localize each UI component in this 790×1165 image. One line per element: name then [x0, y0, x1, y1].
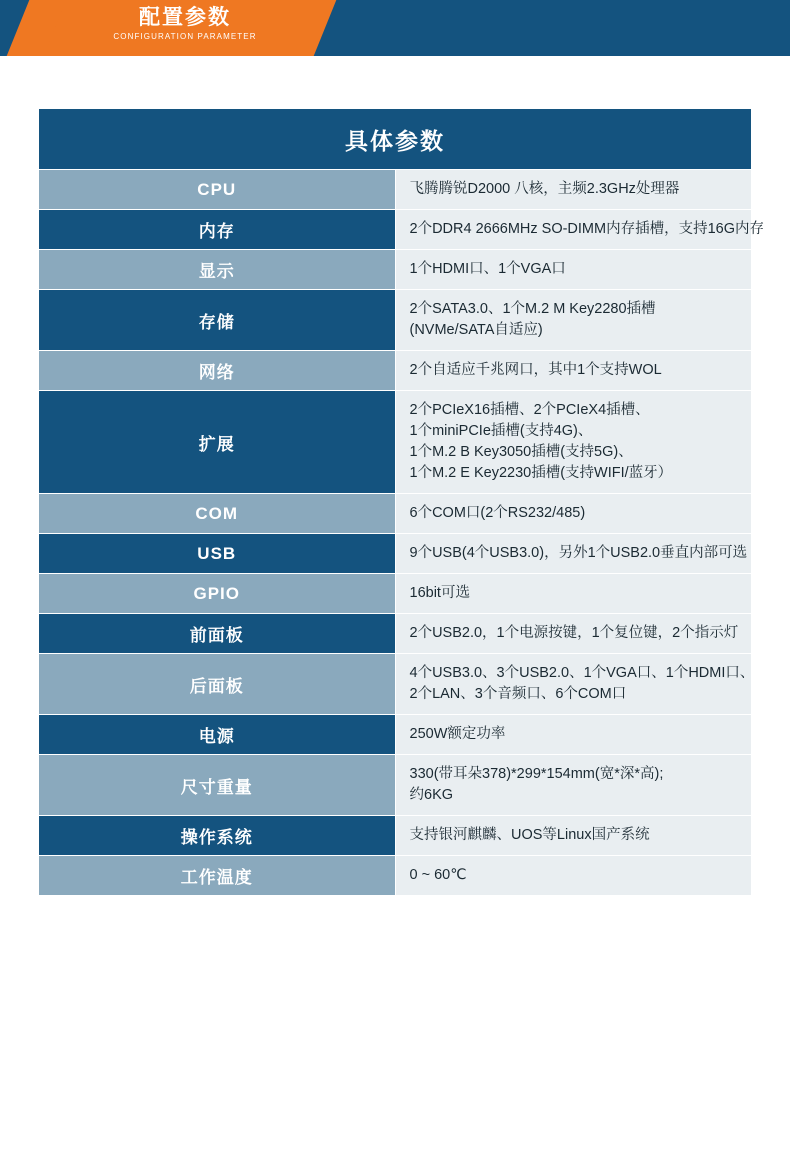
- spec-label-cell: 显示: [39, 250, 396, 290]
- spec-value-cell: [395, 856, 752, 896]
- banner-title-en: CONFIGURATION PARAMETER: [113, 32, 257, 41]
- spec-label-cell: GPIO: [39, 574, 396, 614]
- spec-label-cell: 内存: [39, 210, 396, 250]
- table-row: [39, 856, 752, 896]
- spec-label-cell: USB: [39, 534, 396, 574]
- spec-value-cell: [395, 715, 752, 755]
- spec-value-line: 支持银河麒麟、UOS等Linux国产系统: [409, 827, 650, 843]
- table-row: [39, 494, 752, 534]
- table-row: [39, 816, 752, 856]
- spec-value-line: 1个miniPCIe插槽(支持4G)、: [409, 423, 593, 439]
- spec-value-line: 330(带耳朵378)*299*154mm(宽*深*高);: [409, 766, 664, 782]
- spec-value-line: 1个HDMI口、1个VGA口: [409, 261, 566, 277]
- spec-label-cell: COM: [39, 494, 396, 534]
- spec-table-wrapper: [38, 108, 764, 896]
- spec-value-line: 1个M.2 B Key3050插槽(支持5G)、: [409, 444, 633, 460]
- spec-value-cell: [395, 574, 752, 614]
- table-row: [39, 290, 752, 351]
- table-row: [39, 574, 752, 614]
- banner-text-block: [0, 0, 370, 56]
- spec-value-cell: [395, 494, 752, 534]
- spec-label-cell: 存储: [39, 290, 396, 351]
- spec-value-line: 250W额定功率: [409, 726, 506, 742]
- page-header-banner: [0, 0, 790, 56]
- spec-value-cell: [395, 614, 752, 654]
- spec-label-cell: CPU: [39, 170, 396, 210]
- spec-label-cell: 尺寸重量: [39, 755, 396, 816]
- spec-value-cell: [395, 391, 752, 494]
- spec-label-cell: 前面板: [39, 614, 396, 654]
- spec-table-header-cell: 具体参数: [39, 109, 752, 170]
- spec-label-cell: 网络: [39, 351, 396, 391]
- table-row: [39, 170, 752, 210]
- table-row: [39, 210, 752, 250]
- spec-value-cell: [395, 534, 752, 574]
- spec-value-cell: [395, 210, 764, 250]
- spec-value-line: 9个USB(4个USB3.0)，另外1个USB2.0垂直内部可选: [409, 545, 748, 561]
- banner-title-cn: 配置参数: [139, 6, 231, 29]
- spec-label-cell: 操作系统: [39, 816, 396, 856]
- table-row: [39, 755, 752, 816]
- table-row: [39, 715, 752, 755]
- table-row: [39, 614, 752, 654]
- spec-value-line: 1个M.2 E Key2230插槽(支持WIFI/蓝牙）: [409, 465, 673, 481]
- spec-value-cell: [395, 816, 752, 856]
- spec-value-cell: [395, 654, 755, 715]
- spec-value-cell: [395, 250, 752, 290]
- spec-value-cell: [395, 755, 752, 816]
- spec-table-body: [39, 109, 764, 896]
- spec-value-cell: [395, 351, 752, 391]
- spec-value-line: 16bit可选: [409, 585, 470, 601]
- spec-label-cell: 扩展: [39, 391, 396, 494]
- table-row: [39, 250, 752, 290]
- spec-value-line: 2个PCIeX16插槽、2个PCIeX4插槽、: [409, 402, 650, 418]
- table-row: [39, 351, 752, 391]
- spec-value-line: 2个USB2.0，1个电源按键，1个复位键，2个指示灯: [409, 625, 739, 641]
- spec-value-line: 2个LAN、3个音频口、6个COM口: [409, 686, 627, 702]
- spec-value-line: 0 ~ 60℃: [409, 867, 467, 883]
- table-row: [39, 654, 752, 715]
- spec-label-cell: 电源: [39, 715, 396, 755]
- spec-label-cell: 后面板: [39, 654, 396, 715]
- spec-value-line: 2个DDR4 2666MHz SO-DIMM内存插槽，支持16G内存: [409, 221, 764, 237]
- spec-value-line: 2个SATA3.0、1个M.2 M Key2280插槽: [409, 301, 656, 317]
- spec-value-line: 约6KG: [409, 787, 454, 803]
- table-row: [39, 534, 752, 574]
- spec-value-line: 6个COM口(2个RS232/485): [409, 505, 586, 521]
- spec-value-line: (NVMe/SATA自适应): [409, 322, 543, 338]
- specification-table: [38, 108, 764, 896]
- spec-value-cell: [395, 290, 752, 351]
- spec-value-line: 飞腾腾锐D2000 八核，主频2.3GHz处理器: [409, 181, 680, 197]
- spec-value-line: 4个USB3.0、3个USB2.0、1个VGA口、1个HDMI口、: [409, 665, 755, 681]
- table-row: [39, 391, 752, 494]
- spec-table-header-row: [39, 109, 752, 170]
- spec-value-line: 2个自适应千兆网口，其中1个支持WOL: [409, 362, 662, 378]
- spec-label-cell: 工作温度: [39, 856, 396, 896]
- spec-value-cell: [395, 170, 752, 210]
